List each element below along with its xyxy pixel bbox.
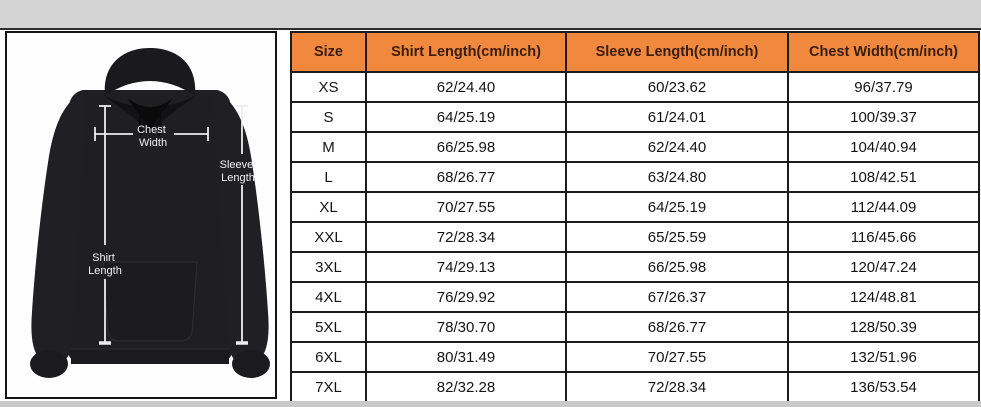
shirt-length-cell: 64/25.19	[366, 102, 566, 132]
table-row	[291, 162, 979, 192]
size-chart-table	[290, 31, 980, 403]
table-row	[291, 222, 979, 252]
size-cell: 7XL	[291, 372, 366, 402]
chest-width-cell: 100/39.37	[788, 102, 979, 132]
hoodie-silhouette	[30, 48, 270, 378]
sleeve-length-cell: 68/26.77	[566, 312, 788, 342]
sleeve-length-cell: 65/25.59	[566, 222, 788, 252]
table-row	[291, 252, 979, 282]
size-cell: XS	[291, 72, 366, 102]
chest-width-cell: 132/51.96	[788, 342, 979, 372]
table-row	[291, 342, 979, 372]
table-row	[291, 282, 979, 312]
column-header-size: Size	[291, 32, 366, 72]
shirt-length-cell: 76/29.92	[366, 282, 566, 312]
chest-width-cell: 128/50.39	[788, 312, 979, 342]
shirt-length-cell: 80/31.49	[366, 342, 566, 372]
chest-width-cell: 108/42.51	[788, 162, 979, 192]
sleeve-length-label: Sleeve Length	[219, 159, 255, 184]
column-header-sleeve-length: Sleeve Length(cm/inch)	[566, 32, 788, 72]
chest-width-label: Chest Width	[137, 124, 168, 149]
sleeve-length-cell: 60/23.62	[566, 72, 788, 102]
header-row	[291, 32, 979, 72]
size-cell: XXL	[291, 222, 366, 252]
column-header-shirt-length: Shirt Length(cm/inch)	[366, 32, 566, 72]
shirt-length-cell: 66/25.98	[366, 132, 566, 162]
shirt-length-label: Shirt Length	[88, 252, 122, 277]
size-chart-table-panel	[290, 31, 978, 403]
table-row	[291, 72, 979, 102]
size-cell: L	[291, 162, 366, 192]
sleeve-length-cell: 66/25.98	[566, 252, 788, 282]
table-row	[291, 372, 979, 402]
sleeve-length-cell: 61/24.01	[566, 102, 788, 132]
size-cell: S	[291, 102, 366, 132]
sleeve-length-cell: 70/27.55	[566, 342, 788, 372]
shirt-length-cell: 72/28.34	[366, 222, 566, 252]
shirt-length-cell: 82/32.28	[366, 372, 566, 402]
shirt-length-cell: 62/24.40	[366, 72, 566, 102]
sleeve-length-cell: 67/26.37	[566, 282, 788, 312]
bottom-edge-strip	[0, 401, 981, 407]
chest-width-cell: 124/48.81	[788, 282, 979, 312]
sleeve-length-cell: 62/24.40	[566, 132, 788, 162]
table-row	[291, 132, 979, 162]
chest-width-cell: 116/45.66	[788, 222, 979, 252]
size-cell: 6XL	[291, 342, 366, 372]
chest-width-cell: 104/40.94	[788, 132, 979, 162]
hoodie-measurement-diagram-panel	[5, 31, 277, 399]
sleeve-length-cell: 72/28.34	[566, 372, 788, 402]
size-cell: 4XL	[291, 282, 366, 312]
table-row	[291, 102, 979, 132]
hoodie-illustration	[7, 33, 275, 397]
size-table-body	[291, 72, 979, 402]
sleeve-length-cell: 63/24.80	[566, 162, 788, 192]
size-cell: 5XL	[291, 312, 366, 342]
chest-width-cell: 136/53.54	[788, 372, 979, 402]
size-cell: XL	[291, 192, 366, 222]
shirt-length-cell: 68/26.77	[366, 162, 566, 192]
chest-width-cell: 120/47.24	[788, 252, 979, 282]
size-cell: M	[291, 132, 366, 162]
shirt-length-cell: 70/27.55	[366, 192, 566, 222]
shirt-length-cell: 74/29.13	[366, 252, 566, 282]
top-title-bar	[0, 0, 981, 30]
chest-width-cell: 96/37.79	[788, 72, 979, 102]
column-header-chest-width: Chest Width(cm/inch)	[788, 32, 979, 72]
table-row	[291, 192, 979, 222]
table-row	[291, 312, 979, 342]
size-cell: 3XL	[291, 252, 366, 282]
chest-width-cell: 112/44.09	[788, 192, 979, 222]
shirt-length-cell: 78/30.70	[366, 312, 566, 342]
sleeve-length-cell: 64/25.19	[566, 192, 788, 222]
